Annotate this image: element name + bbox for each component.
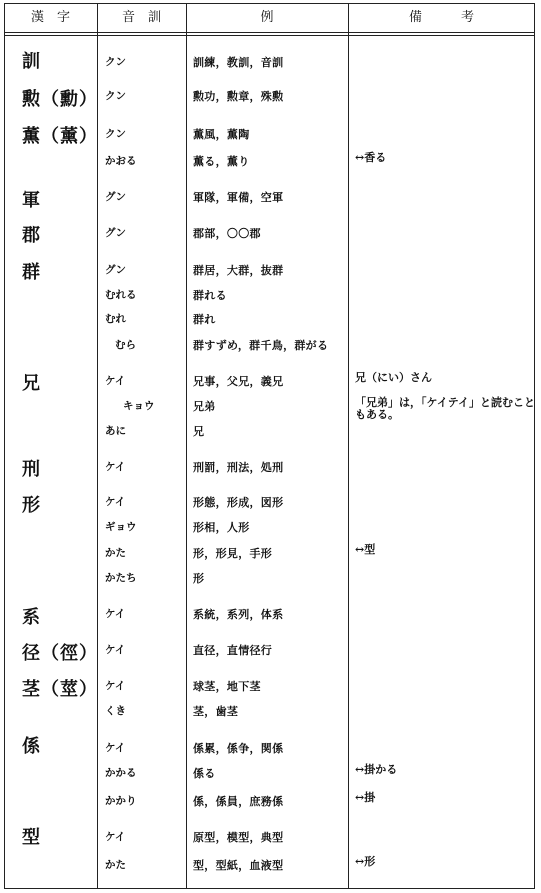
reading-cell: クン xyxy=(105,128,126,140)
example-cell: 係累，係争，関係 xyxy=(193,742,284,755)
example-cell: 群すずめ，群千鳥，群がる xyxy=(193,339,329,352)
reading-cell: ケイ xyxy=(105,375,126,387)
header-example: 例 xyxy=(260,10,274,25)
example-cell: 群れる xyxy=(193,289,227,302)
reading-cell: ケイ xyxy=(105,644,126,656)
reading-cell: かたち xyxy=(105,572,137,584)
example-cell: 係る xyxy=(193,767,216,780)
example-cell: 原型，模型，典型 xyxy=(193,831,284,844)
reading-cell: グン xyxy=(105,264,126,276)
example-cell: 勲功，勲章，殊勲 xyxy=(193,90,284,103)
reading-cell: かた xyxy=(105,547,126,559)
reading-cell: ギョウ xyxy=(105,521,137,533)
remarks-cell: ↔型 xyxy=(355,543,376,556)
header-reading: 音 訓 xyxy=(121,10,161,25)
kanji-entry: 係 xyxy=(22,736,41,757)
example-cell: 刑罰，刑法，処刑 xyxy=(193,461,284,474)
example-cell: 薫る，薫り xyxy=(193,155,250,168)
reading-cell: ケイ xyxy=(105,608,126,620)
reading-cell: むれる xyxy=(105,289,137,301)
example-cell: 形態，形成，図形 xyxy=(193,496,284,509)
reading-cell: ケイ xyxy=(105,831,126,843)
reading-cell: くき xyxy=(105,705,126,717)
header-divider xyxy=(4,32,535,33)
example-cell: 軍隊，軍備，空軍 xyxy=(193,191,284,204)
example-cell: 係，係員，庶務係 xyxy=(193,795,284,808)
reading-cell: ケイ xyxy=(105,496,126,508)
kanji-entry: 勲（勳） xyxy=(22,89,98,110)
kanji-entry: 刑 xyxy=(22,459,41,480)
example-cell: 茎，歯茎 xyxy=(193,705,239,718)
reading-cell: ケイ xyxy=(105,680,126,692)
reading-cell: ケイ xyxy=(105,461,126,473)
kanji-entry: 軍 xyxy=(22,190,41,211)
kanji-entry: 兄 xyxy=(22,373,41,394)
kanji-entry: 形 xyxy=(22,495,41,516)
example-cell: 形，形見，手形 xyxy=(193,547,273,560)
header-kanji: 漢 字 xyxy=(30,10,70,25)
column-divider xyxy=(348,3,349,889)
kanji-entry: 訓 xyxy=(22,51,41,72)
reading-cell: グン xyxy=(105,227,126,239)
example-cell: 兄弟 xyxy=(193,400,216,413)
remarks-cell: 「兄弟」は，「ケイテイ」と読むこともある。 xyxy=(355,396,535,421)
reading-cell: かかる xyxy=(105,767,137,779)
reading-cell: かかり xyxy=(105,795,137,807)
remarks-cell: ↔形 xyxy=(355,855,376,868)
example-cell: 兄事，父兄，義兄 xyxy=(193,375,284,388)
remarks-cell: ↔香る xyxy=(355,151,387,164)
reading-cell: キョウ xyxy=(123,400,155,412)
kanji-entry: 群 xyxy=(22,262,41,283)
example-cell: 型，型紙，血液型 xyxy=(193,859,284,872)
column-divider xyxy=(186,3,187,889)
kanji-entry: 径（徑） xyxy=(22,643,98,664)
reading-cell: むら xyxy=(115,339,136,351)
example-cell: 薫風，薫陶 xyxy=(193,128,250,141)
remarks-cell: ↔掛 xyxy=(355,791,376,804)
example-cell: 郡部，〇〇郡 xyxy=(193,227,261,240)
reading-cell: かた xyxy=(105,859,126,871)
example-cell: 兄 xyxy=(193,425,205,438)
remarks-cell: ↔掛かる xyxy=(355,763,398,776)
example-cell: 群れ xyxy=(193,313,216,326)
example-cell: 直径，直情径行 xyxy=(193,644,273,657)
reading-cell: あに xyxy=(105,425,126,437)
reading-cell: グン xyxy=(105,191,126,203)
reading-cell: ケイ xyxy=(105,742,126,754)
kanji-entry: 薫（薰） xyxy=(22,126,98,147)
reading-cell: むれ xyxy=(105,313,126,325)
example-cell: 球茎，地下茎 xyxy=(193,680,261,693)
kanji-entry: 茎（莖） xyxy=(22,679,98,700)
example-cell: 訓練，教訓，音訓 xyxy=(193,56,284,69)
remarks-cell: 兄（にい）さん xyxy=(355,371,432,384)
example-cell: 群居，大群，抜群 xyxy=(193,264,284,277)
kanji-entry: 型 xyxy=(22,827,41,848)
example-cell: 形相，人形 xyxy=(193,521,250,534)
example-cell: 系統，系列，体系 xyxy=(193,608,284,621)
header-divider xyxy=(4,35,535,36)
example-cell: 形 xyxy=(193,572,205,585)
reading-cell: クン xyxy=(105,56,126,68)
kanji-entry: 郡 xyxy=(22,225,41,246)
reading-cell: クン xyxy=(105,90,126,102)
kanji-entry: 系 xyxy=(22,607,41,628)
reading-cell: かおる xyxy=(105,155,137,167)
header-remarks: 備 考 xyxy=(408,10,474,25)
